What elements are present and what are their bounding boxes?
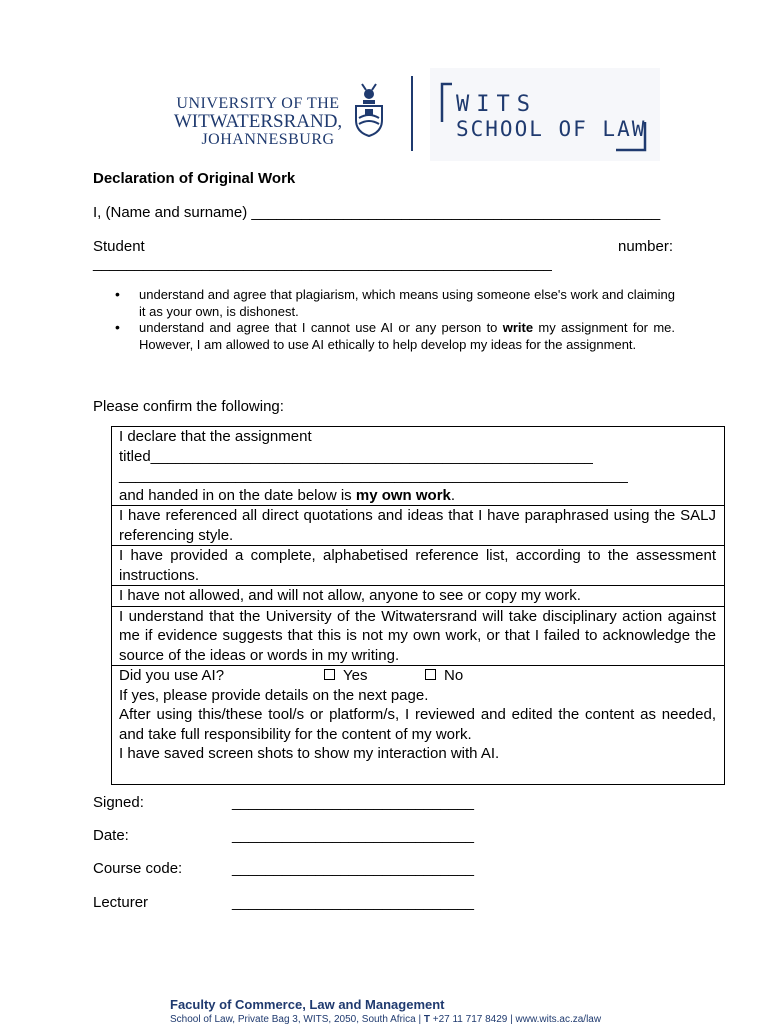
- declaration-table: [111, 426, 725, 785]
- signed-field[interactable]: _____________________________: [232, 794, 474, 811]
- name-field[interactable]: I, (Name and surname) _________________________________________________: [93, 204, 661, 221]
- university-line-1: UNIVERSITY OF THE: [176, 95, 340, 112]
- yes-checkbox[interactable]: [324, 669, 335, 680]
- agreement-list: [93, 287, 675, 353]
- bullet-text-2-post: my assignment for me. However, I am allowed to use AI ethically to help develop my ideas for the assignment.: [139, 320, 675, 352]
- row1-line4: and handed in on the date below is my own work.: [119, 486, 456, 504]
- student-number-field[interactable]: _______________________________________________________: [93, 255, 552, 272]
- row1-line1: I declare that the assignment: [119, 428, 312, 445]
- page-title: Declaration of Original Work: [93, 170, 296, 187]
- university-crest-icon: [353, 80, 385, 138]
- date-field[interactable]: _____________________________: [232, 827, 474, 844]
- university-wordmark: [168, 96, 348, 148]
- ai-yes-option[interactable]: [324, 666, 367, 686]
- assignment-title-field[interactable]: titled_____________________________________________________: [119, 447, 593, 465]
- ai-no-label: No: [444, 667, 464, 684]
- university-line-3: JOHANNESBURG: [201, 131, 335, 148]
- lecturer-label: Lecturer: [93, 894, 149, 911]
- bullet-text-2-bold: write: [502, 320, 534, 335]
- ai-question-row: [119, 666, 716, 686]
- declaration-row-referencing: I have referenced all direct quotations and ideas that I have paraphrased using the SALJ referencing style.: [112, 505, 724, 545]
- logo-divider: [411, 76, 413, 151]
- ai-details: If yes, please provide details on the next page.: [119, 686, 429, 704]
- course-code-field[interactable]: _____________________________: [232, 860, 474, 877]
- signed-label: Signed:: [93, 794, 144, 811]
- date-label: Date:: [93, 827, 129, 844]
- bullet-icon: •: [115, 319, 120, 335]
- declaration-row-reference-list: I have provided a complete, alphabetised reference list, according to the assessment instructions.: [112, 545, 724, 585]
- course-code-label: Course code:: [93, 860, 183, 877]
- list-item: [93, 287, 675, 320]
- assignment-title-field-2[interactable]: _____________________________________________________________: [119, 467, 628, 484]
- declaration-row-disciplinary: I understand that the University of the Witwatersrand will take disciplinary action against me if evidence suggests that this is not my own work, or that I failed to acknowledge the source of the ideas or words in my writing.: [112, 606, 724, 666]
- school-line-1: WITS: [456, 92, 537, 117]
- university-line-2: WITWATERSRAND,: [173, 111, 343, 132]
- ai-no-option[interactable]: [425, 666, 463, 686]
- bullet-text-1: understand and agree that plagiarism, which means using someone else's work and claiming it as your own, is dishonest.: [139, 287, 675, 319]
- no-checkbox[interactable]: [425, 669, 436, 680]
- footer-address: School of Law, Private Bag 3, WITS, 2050, South Africa | T +27 11 717 8429 | www.wits.ac.za/law: [170, 1014, 602, 1025]
- list-item: [93, 320, 675, 353]
- lecturer-field[interactable]: _____________________________: [232, 894, 474, 911]
- bullet-icon: •: [115, 286, 120, 302]
- declaration-row-no-copying: I have not allowed, and will not allow, anyone to see or copy my work.: [112, 585, 724, 606]
- ai-screenshots: I have saved screen shots to show my interaction with AI.: [119, 745, 500, 762]
- declaration-row-assignment: [112, 427, 724, 505]
- number-label: number:: [618, 238, 674, 255]
- school-of-law-text: [456, 92, 646, 142]
- footer-faculty: Faculty of Commerce, Law and Management: [170, 997, 445, 1012]
- declaration-row-ai: [112, 665, 724, 784]
- ai-question: Did you use AI?: [119, 667, 225, 684]
- school-line-2: SCHOOL OF LAW: [456, 117, 647, 141]
- ai-review: After using this/these tool/s or platform/s, I reviewed and edited the content as needed, and take full responsibility for the content of my work.: [119, 706, 716, 743]
- bullet-text-2-pre: understand and agree that I cannot use AI or any person to: [139, 320, 503, 335]
- confirm-heading: Please confirm the following:: [93, 398, 284, 415]
- student-label: Student: [93, 238, 145, 255]
- ai-yes-label: Yes: [343, 667, 368, 684]
